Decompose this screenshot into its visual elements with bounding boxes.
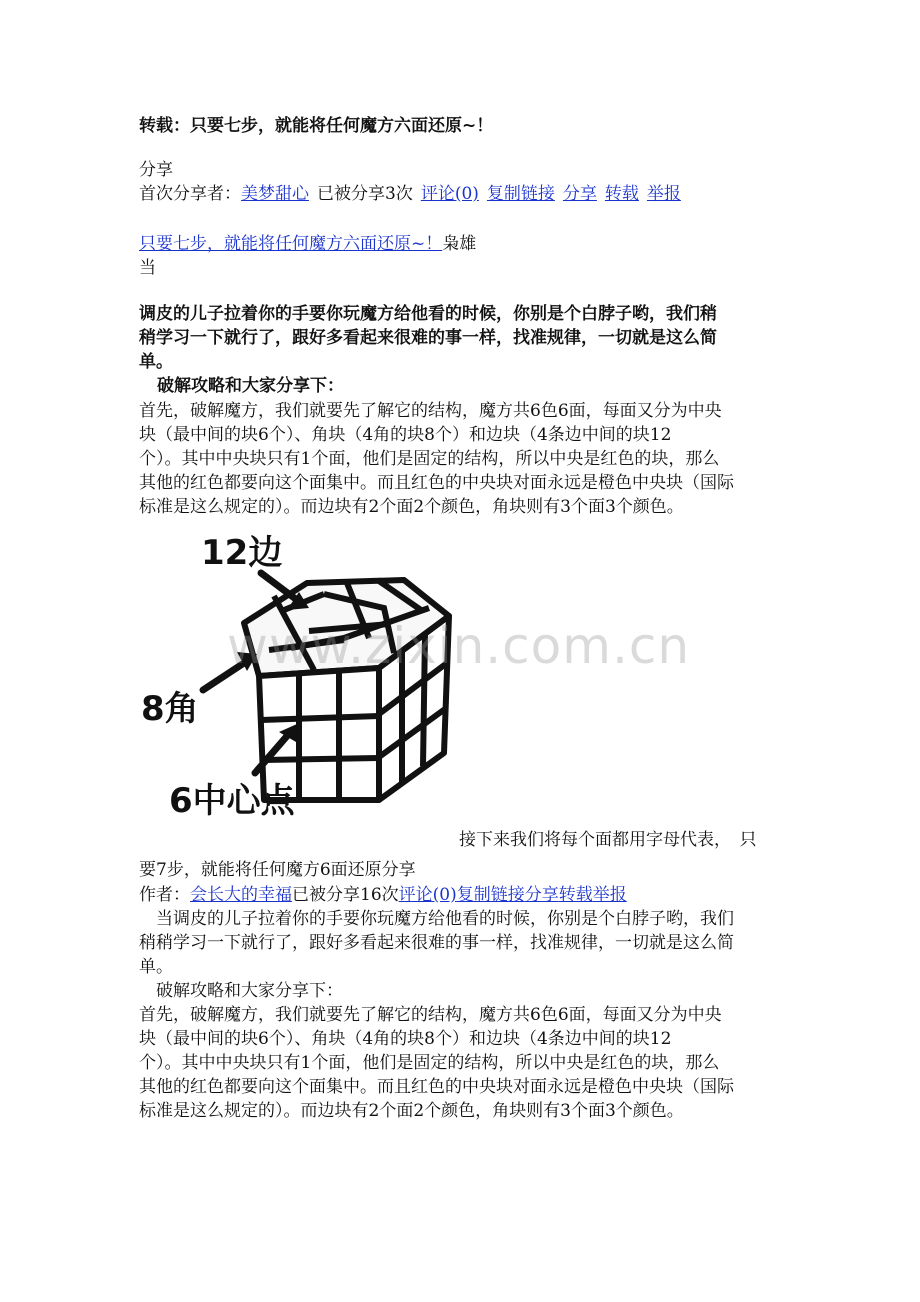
body1-line-4: 其他的红色都要向这个面集中。而且红色的中央块对面永远是橙色中央块（国际 [139, 473, 734, 493]
body2-intro-line-2: 稍稍学习一下就行了，跟好多看起来很难的事一样，找准规律，一切就是这么简 [139, 933, 734, 953]
label-12-edges: 12边 [201, 533, 283, 573]
subtitle-line [139, 232, 476, 256]
label-6-centers: 6中心点 [169, 781, 295, 820]
author-link[interactable]: 美梦甜心 [241, 184, 309, 204]
intro-line-2: 稍学习一下就行了，跟好多看起来很难的事一样，找准规律，一切就是这么简 [139, 328, 717, 348]
report-link-2[interactable]: 举报 [592, 885, 627, 905]
share-heading: 分享 [139, 160, 173, 180]
subtitle-tail-2: 当 [139, 258, 156, 278]
body2-line-4: 其他的红色都要向这个面集中。而且红色的中央块对面永远是橙色中央块（国际 [139, 1077, 734, 1097]
watermark: www.zixin.com.cn [227, 617, 691, 675]
comment-link[interactable]: 评论(0) [420, 184, 479, 204]
repost-link[interactable]: 转载 [604, 184, 639, 204]
subtitle-tail: 枭雄 [442, 234, 477, 254]
comment-link-2[interactable]: 评论(0) [398, 885, 457, 905]
share-bar-1 [139, 182, 681, 206]
share-link-2[interactable]: 分享 [524, 885, 559, 905]
copy-link-2[interactable]: 复制链接 [456, 885, 525, 905]
share-bar-2 [139, 883, 627, 907]
caption-line-1: 接下来我们将每个面都用字母代表， 只 [459, 830, 757, 850]
share-link[interactable]: 分享 [562, 184, 597, 204]
body2-line-2: 块（最中间的块6个）、角块（4角的块8个）和边块（4条边中间的块12 [139, 1029, 672, 1049]
body2-intro-line-1: 当调皮的儿子拉着你的手要你玩魔方给他看的时候，你别是个白脖子哟，我们 [139, 909, 734, 929]
share-count: 已被分享3次 [317, 184, 413, 204]
article-link[interactable]: 只要七步，就能将任何魔方六面还原~！ [139, 234, 443, 254]
caption-line-2: 要7步，就能将任何魔方6面还原分享 [139, 860, 416, 880]
body2-intro-line-3: 单。 [139, 957, 173, 977]
author-label: 作者： [139, 885, 190, 905]
body2-line-1: 首先，破解魔方，我们就要先了解它的结构，魔方共6色6面，每面又分为中央 [139, 1005, 722, 1025]
article-title: 转载：只要七步，就能将任何魔方六面还原~！ [139, 116, 494, 136]
strategy-heading: 破解攻略和大家分享下： [157, 376, 344, 396]
intro-line-1: 调皮的儿子拉着你的手要你玩魔方给他看的时候，你别是个白脖子哟，我们稍 [139, 304, 717, 324]
strategy-heading-2: 破解攻略和大家分享下： [139, 981, 343, 1001]
repost-link-2[interactable]: 转载 [558, 885, 593, 905]
first-sharer-label: 首次分享者： [139, 184, 241, 204]
author-link-2[interactable]: 会长大的幸福 [190, 885, 292, 905]
share-count-2: 已被分享16次 [292, 885, 399, 905]
body2-line-3: 个）。其中中央块只有1个面，他们是固定的结构，所以中央是红色的块，那么 [139, 1053, 720, 1073]
body2-line-5: 标准是这么规定的）。而边块有2个面2个颜色，角块则有3个面3个颜色。 [139, 1101, 684, 1121]
body1-line-2: 块（最中间的块6个）、角块（4角的块8个）和边块（4条边中间的块12 [139, 425, 672, 445]
body1-line-3: 个）。其中中央块只有1个面，他们是固定的结构，所以中央是红色的块，那么 [139, 449, 720, 469]
body1-line-1: 首先，破解魔方，我们就要先了解它的结构，魔方共6色6面，每面又分为中央 [139, 401, 722, 421]
intro-line-3: 单。 [139, 352, 173, 372]
report-link[interactable]: 举报 [646, 184, 681, 204]
copy-link[interactable]: 复制链接 [486, 184, 555, 204]
body1-line-5: 标准是这么规定的）。而边块有2个面2个颜色，角块则有3个面3个颜色。 [139, 497, 684, 517]
label-8-corners: 8角 [141, 689, 199, 729]
rubiks-cube-figure [139, 528, 691, 820]
